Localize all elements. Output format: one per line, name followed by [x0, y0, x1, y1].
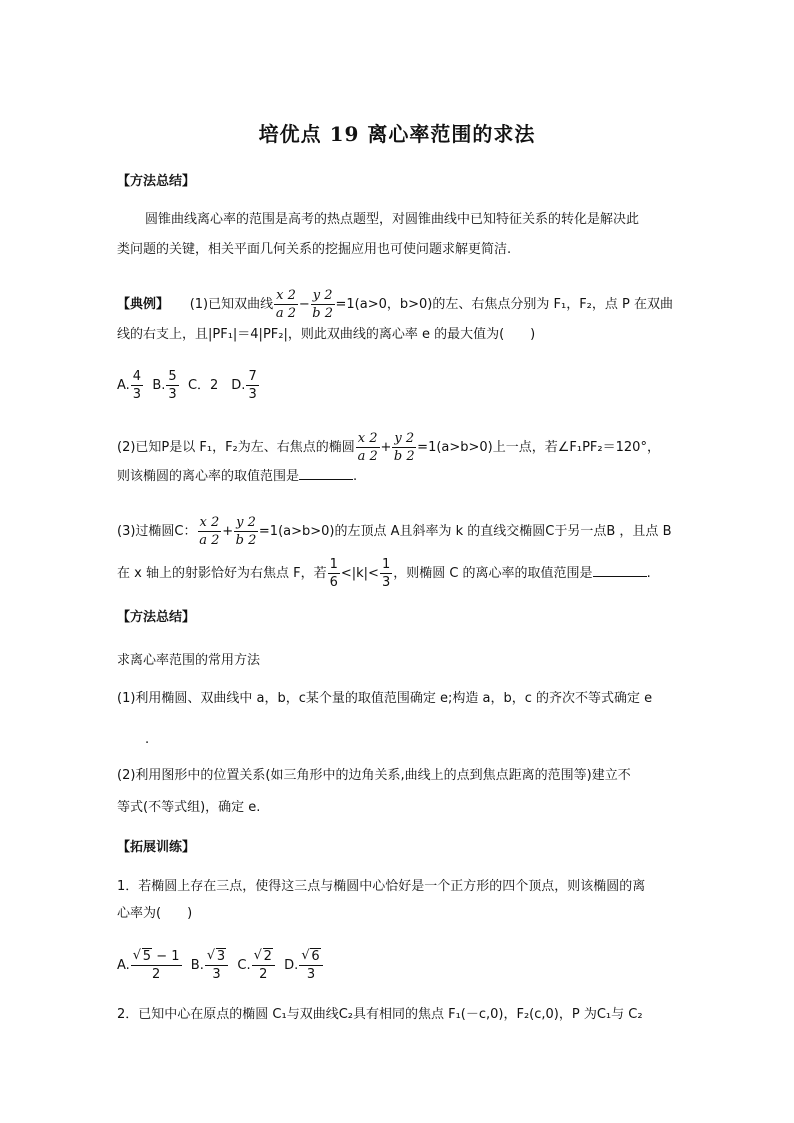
sqrt-symbol: √ 2: [254, 950, 273, 963]
problem-1-line1: 1．若椭圆上存在三点，使得这三点与椭圆中心恰好是一个正方形的四个顶点，则该椭圆的离: [117, 879, 646, 894]
section-header-extension-training: 【拓展训练】: [117, 840, 196, 855]
option-cd-label: C．2 D.: [187, 378, 246, 393]
section-header-example: 【典例】: [117, 297, 170, 312]
example-q2-line1: [117, 432, 660, 463]
section-header-method-summary-2: 【方法总结】: [117, 610, 196, 625]
method-item-1-tail: .: [145, 732, 150, 747]
sqrt-symbol: √ 3: [207, 950, 226, 963]
paragraph-line: 圆锥曲线离心率的范围是高考的热点题型，对圆锥曲线中已知特征关系的转化是解决此: [145, 212, 640, 227]
option-b-label: B.: [152, 378, 166, 393]
example-q3-line1: [117, 516, 672, 547]
example-q3-line2: [117, 558, 651, 589]
sqrt-symbol: √ 6: [301, 950, 320, 963]
method-subtitle: 求离心率范围的常用方法: [117, 653, 261, 668]
example-q1-line2: 线的右支上，且|PF₁|＝4|PF₂|，则此双曲线的离心率 e 的最大值为( ): [117, 327, 536, 342]
plus-sign: +: [380, 440, 392, 455]
example-q2-line2: [117, 467, 357, 487]
q2-text: 则该椭圆的离心率的取值范围是: [117, 469, 300, 484]
option-d-fraction: $\frac{7}{3}$: [248, 369, 257, 402]
page-title: 培优点 19 离心率范围的求法: [258, 122, 536, 146]
method-item-2-line1: (2)利用图形中的位置关系(如三角形中的边角关系,曲线上的点到焦点距离的范围等)建立不: [117, 768, 631, 783]
fraction-one-sixth: $\frac{1}{6}$: [329, 557, 338, 590]
paragraph-line: 类问题的关键，相关平面几何关系的挖掘应用也可使问题求解更简洁.: [117, 242, 512, 257]
fraction-y2-b2: $\frac{y 2}{b 2}$: [312, 288, 333, 321]
problem-1-line2: 心率为( ): [117, 906, 193, 921]
q3-end: .: [646, 566, 651, 581]
option-b-fraction: √ $\frac{3}{3}$: [205, 950, 228, 981]
fraction-one-third: $\frac{1}{3}$: [381, 557, 391, 590]
q3-text-b: ，则椭圆 C 的离心率的取值范围是: [393, 566, 593, 581]
example-q1-options: [117, 370, 260, 401]
option-a-label: A.: [117, 958, 130, 973]
option-a-fraction: √ $\frac{5 - 1}{2}$: [131, 950, 182, 981]
q3-prefix: (3)过椭圆C：: [117, 524, 197, 539]
option-c-label: C.: [237, 958, 251, 973]
fraction-y2-b2: $\frac{y 2}{b 2}$: [235, 515, 257, 548]
answer-blank: [593, 564, 647, 577]
method-item-1: (1)利用椭圆、双曲线中 a，b，c某个量的取值范围确定 e;构造 a，b，c 的齐次不等式确定 e: [117, 691, 653, 706]
plus-sign: +: [222, 524, 234, 539]
q3-inequality: <|k|<: [340, 566, 379, 581]
fraction-x2-a2: $\frac{x 2}{a 2}$: [199, 515, 220, 548]
problem-1-options: [117, 950, 324, 981]
option-d-label: D.: [284, 958, 299, 973]
problem-2-line1: 2．已知中心在原点的椭圆 C₁与双曲线C₂具有相同的焦点 F₁(－c,0)，F₂(c,0)，P 为C₁与 C₂: [117, 1007, 643, 1022]
q1-suffix: =1(a>0，b>0)的左、右焦点分别为 F₁，F₂，点 P 在双曲: [335, 297, 673, 312]
method-item-2-line2: 等式(不等式组)，确定 e.: [117, 800, 261, 815]
section-header-method-summary: 【方法总结】: [117, 174, 196, 189]
answer-blank: [299, 467, 353, 480]
fraction-x2-a2: $\frac{x 2}{a 2}$: [357, 431, 378, 464]
fraction-y2-b2: $\frac{y 2}{b 2}$: [393, 431, 415, 464]
example-q1-line1: [117, 289, 673, 320]
option-b-fraction: $\frac{5}{3}$: [168, 369, 177, 402]
q2-prefix: (2)已知P是以 F₁，F₂为左、右焦点的椭圆: [117, 440, 355, 455]
sqrt-symbol: √ 5: [133, 950, 152, 963]
q3-suffix: =1(a>b>0)的左顶点 A且斜率为 k 的直线交椭圆C于另一点B ，且点 B: [258, 524, 672, 539]
option-b-label: B.: [190, 958, 204, 973]
q2-end: .: [353, 469, 358, 484]
option-d-fraction: √ $\frac{6}{3}$: [299, 950, 322, 981]
q3-text-a: 在 x 轴上的射影恰好为右焦点 F，若: [117, 566, 327, 581]
option-a-label: A.: [117, 378, 130, 393]
q2-suffix: =1(a>b>0)上一点，若∠F₁PF₂＝120°，: [417, 440, 660, 455]
minus-sign: −: [298, 297, 310, 312]
fraction-x2-a2: $\frac{x 2}{a 2}$: [275, 288, 297, 321]
option-a-fraction: $\frac{4}{3}$: [132, 369, 142, 402]
q1-prefix: (1)已知双曲线: [189, 297, 274, 312]
option-c-fraction: √ $\frac{2}{2}$: [252, 950, 275, 981]
